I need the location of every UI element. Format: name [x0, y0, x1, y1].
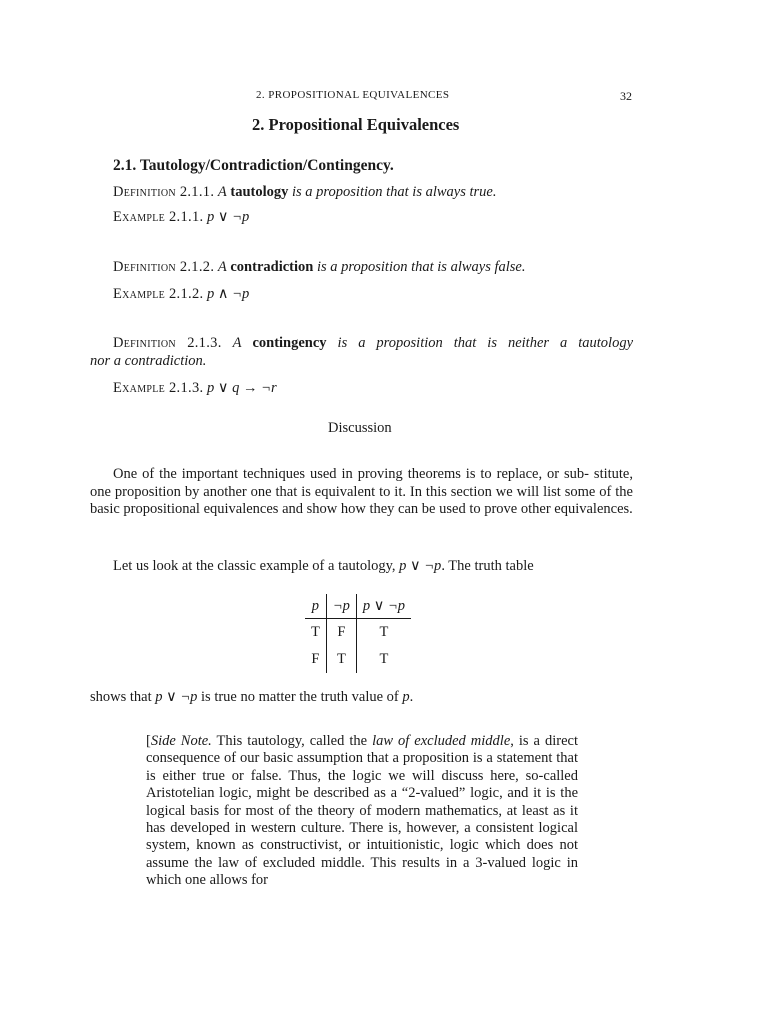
definition-label: Definition 2.1.2. [113, 259, 215, 275]
side-note-text-continued: , is a direct consequence of our basic assumption that a proposition is a statement that is either true or false. Thus, the logic we will discuss here, so-called Aristotelian logic, might be described as a “2-valued” logic, and it is the logical basis for most of the theory of modern mathematics, at least as it has developed in western culture. There is, however, a consistent logical system, known as constructivist, or intuitionistic, logic which does not assume the law of excluded middle. This results in a 3-valued logic in which one allows for [146, 733, 578, 889]
example-label: Example 2.1.3. [113, 380, 204, 396]
truth-table-row [305, 646, 411, 673]
definition-term: contradiction [230, 259, 314, 275]
definition-label: Definition 2.1.3. [113, 335, 222, 351]
truth-table-row [305, 619, 411, 647]
truth-table-header: p ∨ ¬p [356, 594, 411, 619]
definition-text-continued: nor a contradiction. [90, 352, 207, 369]
example-2 [113, 286, 249, 303]
after-table-sentence [90, 689, 413, 706]
side-note-term: law of excluded middle [372, 733, 511, 749]
side-note-label: Side Note. [150, 733, 212, 749]
truth-table [305, 594, 411, 673]
definition-text: is a proposition that is always true. [292, 184, 497, 200]
definition-text: is a proposition that is always false. [316, 259, 526, 275]
definition-term: contingency [252, 335, 327, 351]
paragraph-2-tail: . The truth table [441, 558, 534, 574]
example-label: Example 2.1.2. [113, 286, 204, 302]
paragraph-2-expression: p ∨ ¬p [399, 558, 442, 574]
page-number: 32 [620, 89, 632, 103]
section-title: 2. Propositional Equivalences [252, 115, 460, 134]
truth-table-cell: F [326, 619, 356, 647]
example-expression: p ∨ ¬p [207, 209, 250, 225]
discussion-heading: Discussion [328, 420, 392, 436]
example-expression: p ∧ ¬p [207, 286, 250, 302]
side-note-bracket: [ [146, 733, 151, 749]
definition-term: tautology [230, 184, 289, 200]
truth-table-cell: F [305, 646, 326, 673]
definition-pre: A [232, 335, 242, 351]
definition-1 [113, 184, 497, 201]
after-table-variable: p [402, 689, 410, 705]
subsection-title: 2.1. Tautology/Contradiction/Contingency. [113, 157, 394, 174]
after-table-text-2: is true no matter the truth value of [201, 689, 399, 705]
example-3 [113, 380, 277, 397]
definition-3 [90, 335, 633, 370]
paragraph-2-text: Let us look at the classic example of a tautology, [113, 558, 396, 574]
definition-pre: A [217, 184, 227, 200]
running-head: 2. PROPOSITIONAL EQUIVALENCES [256, 89, 450, 101]
truth-table-cell: T [305, 619, 326, 647]
truth-table-header: p [305, 594, 326, 619]
after-table-period: . [409, 689, 414, 705]
example-label: Example 2.1.1. [113, 209, 204, 225]
after-table-expression: p ∨ ¬p [155, 689, 198, 705]
truth-table-header-row [305, 594, 411, 619]
example-1 [113, 209, 249, 226]
definition-pre: A [217, 259, 227, 275]
example-expression: p ∨ q → ¬r [207, 380, 277, 396]
definition-2 [113, 259, 526, 276]
paragraph-2 [113, 558, 534, 575]
truth-table-cell: T [379, 651, 389, 667]
truth-table-cell: T [379, 624, 389, 640]
side-note-text: This tautology, called the [211, 733, 373, 749]
paragraph-1: One of the important techniques used in proving theorems is to replace, or sub- stitute, one proposition by another one that is equivalent to it. In this section we will list some of the basic propositional equivalences and show how they can be used to prove other equivalences. [90, 466, 633, 517]
definition-text: is a proposition that is neither a tautology [337, 335, 634, 351]
definition-label: Definition 2.1.1. [113, 184, 215, 200]
truth-table-cell: T [326, 646, 356, 673]
truth-table-header: ¬p [326, 594, 356, 619]
side-note [146, 733, 578, 890]
after-table-text: shows that [90, 689, 152, 705]
